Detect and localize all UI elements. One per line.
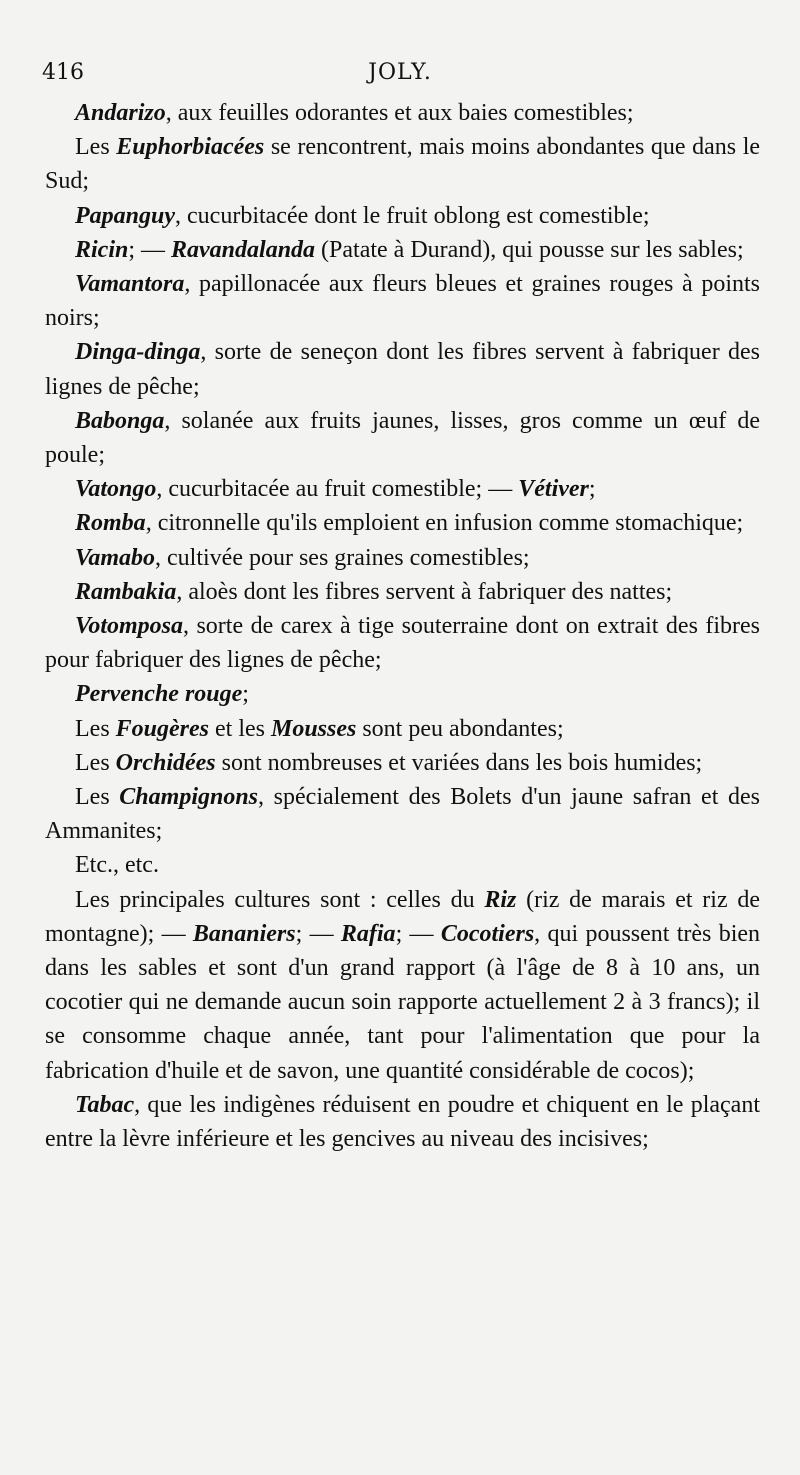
italic-term: Champignons xyxy=(119,784,259,811)
text-run: se rencontrent, mais moins abondantes que dans le Sud; xyxy=(45,134,761,195)
text-run: , solanée aux fruits jaunes, lisses, gros comme un œuf de poule; xyxy=(45,407,760,469)
text-run: sont peu abondantes; xyxy=(356,715,564,742)
paragraph xyxy=(45,335,760,403)
paragraph xyxy=(45,848,760,882)
italic-term: Vamantora xyxy=(75,271,185,298)
text-run: , cultivée pour ses graines comestibles; xyxy=(155,544,530,571)
body-text xyxy=(45,96,760,1156)
text-run: (riz de marais et riz de montagne); — xyxy=(45,886,760,947)
text-run: , sorte de carex à tige souterraine dont on extrait des fibres pour fabriquer des lignes de pêche; xyxy=(45,613,760,674)
text-run: Les xyxy=(75,134,117,161)
italic-term: Vétiver xyxy=(518,476,589,503)
italic-term: Votomposa xyxy=(75,613,184,640)
italic-term: Rafia xyxy=(340,920,396,947)
text-run: Les principales cultures sont : celles du xyxy=(75,886,485,913)
paragraph xyxy=(45,472,760,506)
text-run: Etc., etc. xyxy=(75,852,159,879)
text-run: ; — xyxy=(395,920,441,947)
text-run: , cucurbitacée au fruit comestible; — xyxy=(156,476,519,503)
paragraph xyxy=(45,199,760,233)
paragraph xyxy=(45,506,760,540)
italic-term: Euphorbiacées xyxy=(116,134,265,161)
text-run: ; — xyxy=(295,920,341,947)
running-title: JOLY. xyxy=(368,60,432,85)
text-run: , qui poussent très bien dans les sables et sont d'un grand rapport (à l'âge de 8 à 10 ans, un cocotier qui ne demande aucun soin rapporte actuellement 2 à 3 francs); il se consomme chaque année, tant pour l'alimentation que pour la fabrication d'huile et de savon, une quantité considérable de cocos); xyxy=(45,920,761,1084)
paragraph xyxy=(45,609,760,677)
paragraph xyxy=(45,96,760,130)
italic-term: Orchidées xyxy=(115,749,216,776)
text-run: (Patate à Durand), qui pousse sur les sables; xyxy=(315,236,744,263)
italic-term: Babonga xyxy=(75,407,165,434)
italic-term: Bananiers xyxy=(192,920,296,947)
italic-term: Andarizo xyxy=(75,100,166,126)
paragraph xyxy=(45,1088,760,1156)
italic-term: Mousses xyxy=(270,715,357,742)
italic-term: Ravandalanda xyxy=(171,236,316,263)
text-run: , spécialement des Bolets d'un jaune safran et des Ammanites; xyxy=(45,784,760,845)
text-run: , citronnelle qu'ils emploient en infusion comme stomachique; xyxy=(145,510,744,537)
page-header xyxy=(42,60,758,90)
italic-term: Cocotiers xyxy=(440,920,535,947)
italic-term: Pervenche rouge xyxy=(75,681,243,708)
italic-term: Fougères xyxy=(115,715,209,742)
text-run: ; — xyxy=(128,236,172,263)
paragraph xyxy=(45,267,760,335)
paragraph xyxy=(45,233,760,267)
paragraph xyxy=(45,883,760,1088)
paragraph xyxy=(45,712,760,746)
text-run: Les xyxy=(75,784,120,811)
text-run: Les xyxy=(75,715,116,742)
text-run: , aux feuilles odorantes et aux baies comestibles; xyxy=(165,100,634,126)
paragraph xyxy=(45,746,760,780)
text-run: sont nombreuses et variées dans les bois humides; xyxy=(215,749,703,776)
paragraph xyxy=(45,575,760,609)
paragraph xyxy=(45,130,760,198)
paragraph xyxy=(45,541,760,575)
italic-term: Papanguy xyxy=(75,202,176,229)
italic-term: Ricin xyxy=(75,236,129,263)
text-run: Les xyxy=(75,749,116,776)
italic-term: Riz xyxy=(484,886,517,913)
paragraph xyxy=(45,780,760,848)
page-number: 416 xyxy=(42,60,84,85)
italic-term: Rambakia xyxy=(75,578,177,605)
paragraph xyxy=(45,677,760,711)
italic-term: Dinga-dinga xyxy=(75,339,201,366)
text-run: ; xyxy=(242,681,249,708)
italic-term: Vamabo xyxy=(75,544,156,571)
text-run: , cucurbitacée dont le fruit oblong est comestible; xyxy=(175,202,650,229)
italic-term: Vatongo xyxy=(75,476,157,503)
text-run: ; xyxy=(588,476,596,503)
text-run: et les xyxy=(209,715,271,742)
text-run: , sorte de seneçon dont les fibres servent à fabriquer des lignes de pêche; xyxy=(45,339,760,400)
text-run: , papillonacée aux fleurs bleues et graines rouges à points noirs; xyxy=(45,271,760,332)
paragraph xyxy=(45,404,760,472)
italic-term: Tabac xyxy=(75,1091,135,1118)
italic-term: Romba xyxy=(75,510,146,537)
text-run: , aloès dont les fibres servent à fabriquer des nattes; xyxy=(176,578,673,605)
text-run: , que les indigènes réduisent en poudre et chiquent en le plaçant entre la lèvre inférieure et les gencives au niveau des incisives; xyxy=(45,1091,760,1153)
